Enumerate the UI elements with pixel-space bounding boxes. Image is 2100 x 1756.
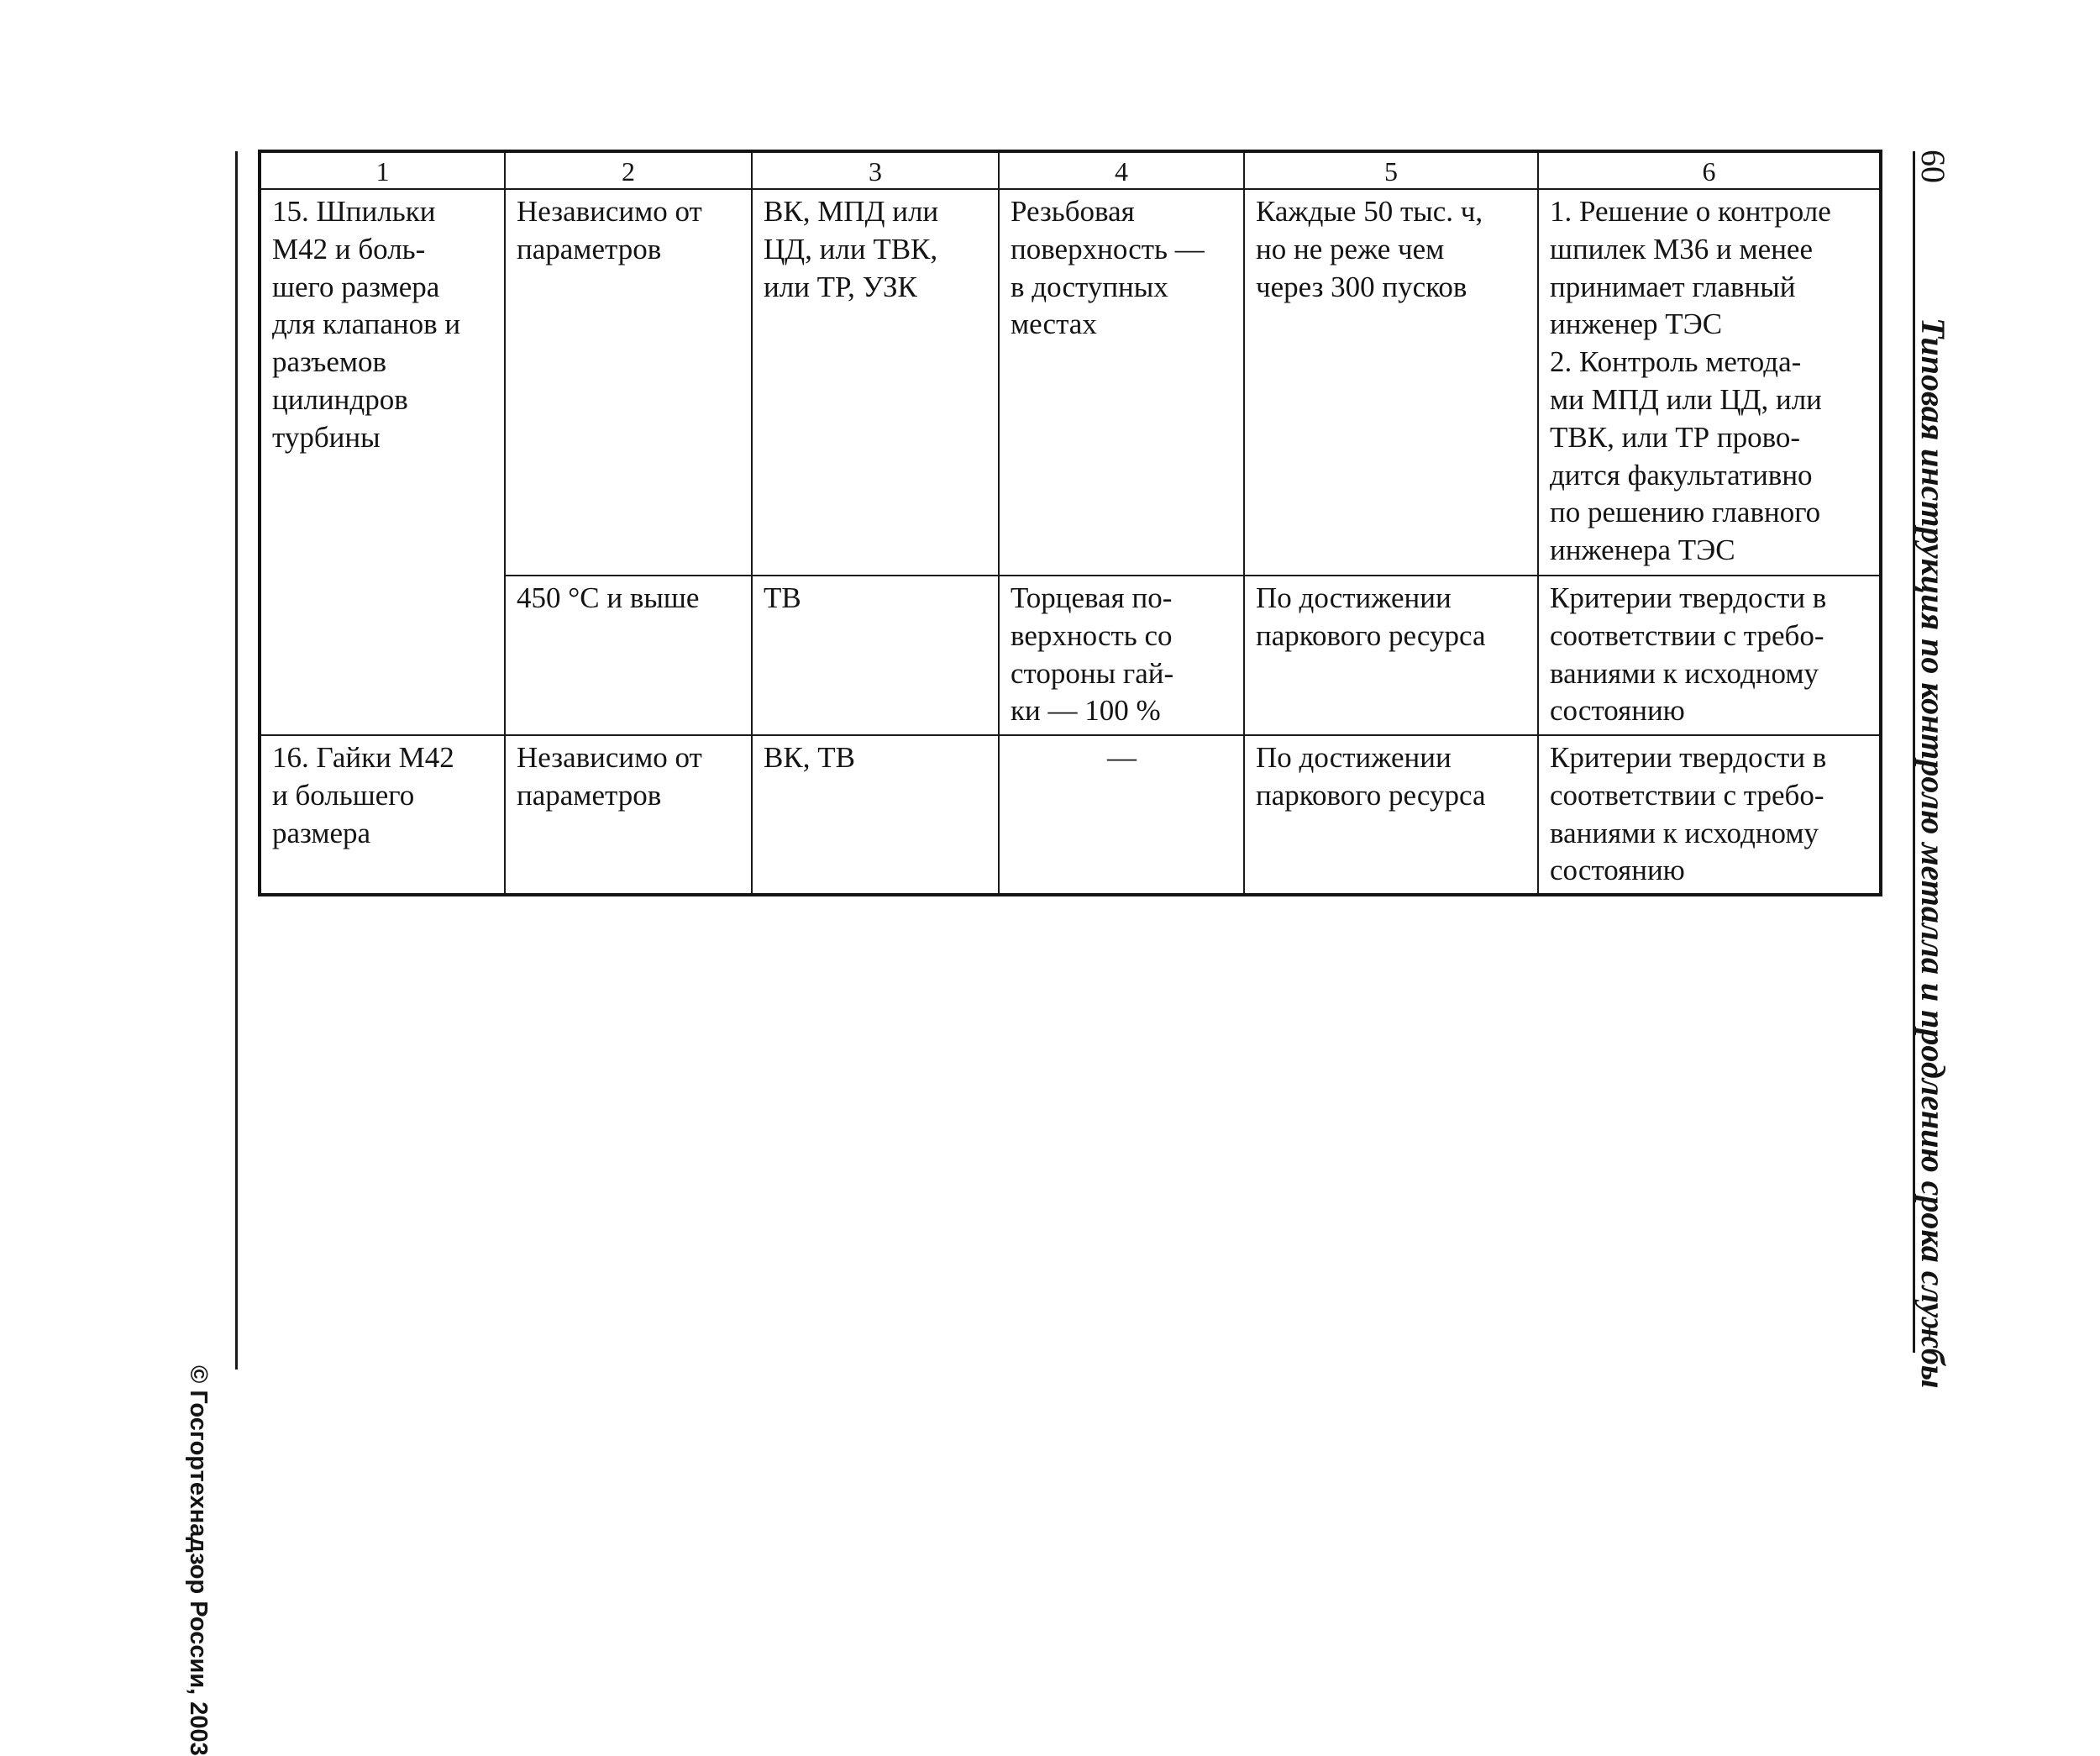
zone-cell [999,576,1244,735]
methods-cell [752,576,999,735]
conditions-cell [505,189,752,576]
period-cell [1244,189,1538,576]
notes-cell [1538,576,1881,735]
zone-text: Торцевая по- верхность со стороны гай- ки — 100 % [1011,581,1174,728]
period-text: Каждые 50 тыс. ч, но не реже чем через 300 пусков [1256,195,1483,303]
conditions-text: 450 °С и выше [517,581,700,614]
notes-text: Критерии твердости в соответствии с требо- ваниями к исходному состоянию [1550,581,1827,728]
copyright-notice: © Госгортехнадзор России, 2003 [185,1365,212,1756]
methods-text: ВК, ТВ [764,741,855,774]
period-text: По достижении паркового ресурса [1256,741,1486,812]
table-row [260,189,1881,576]
conditions-cell [505,576,752,735]
zone-text: — [1107,741,1137,774]
methods-text: ВК, МПД или ЦД, или ТВК, или ТР, УЗК [764,195,939,303]
methods-text: ТВ [764,581,801,614]
zone-cell [999,189,1244,576]
conditions-text: Независимо от параметров [517,195,702,266]
inspection-table [258,150,1882,896]
column-header-5: 5 [1244,151,1538,189]
notes-text: 1. Решение о контроле шпилек М36 и менее принимает главный инженер ТЭС 2. Контроль метода- ми МПД или ЦД, или ТВК, или ТР прово- дится факультативно по решению главного инженера ТЭС [1550,195,1831,567]
period-cell [1244,735,1538,895]
item-text: 15. Шпильки М42 и боль- шего размера для клапанов и разъемов цилиндров турбины [272,195,461,454]
methods-cell [752,735,999,895]
left-margin-rule [235,151,238,1370]
column-header-2: 2 [505,151,752,189]
conditions-text: Независимо от параметров [517,741,702,812]
notes-cell [1538,735,1881,895]
column-header-3: 3 [752,151,999,189]
period-cell [1244,576,1538,735]
item-cell [260,735,505,895]
running-title: Типовая инструкция по контролю металла и продлению срока службы [1914,318,1952,1389]
period-text: По достижении паркового ресурса [1256,581,1486,652]
column-header-6: 6 [1538,151,1881,189]
page-header [1914,150,1953,1389]
notes-cell [1538,189,1881,576]
methods-cell [752,189,999,576]
notes-text: Критерии твердости в соответствии с требо- ваниями к исходному состоянию [1550,741,1827,887]
zone-text: Резьбовая поверхность — в доступных местах [1011,195,1205,341]
column-header-1: 1 [260,151,505,189]
item-text: 16. Гайки М42 и большего размера [272,741,454,849]
zone-cell [999,735,1244,895]
conditions-cell [505,735,752,895]
table-row [260,735,1881,895]
column-header-4: 4 [999,151,1244,189]
header-row [260,151,1881,189]
item-cell [260,189,505,735]
page-number: 60 [1914,150,1952,183]
